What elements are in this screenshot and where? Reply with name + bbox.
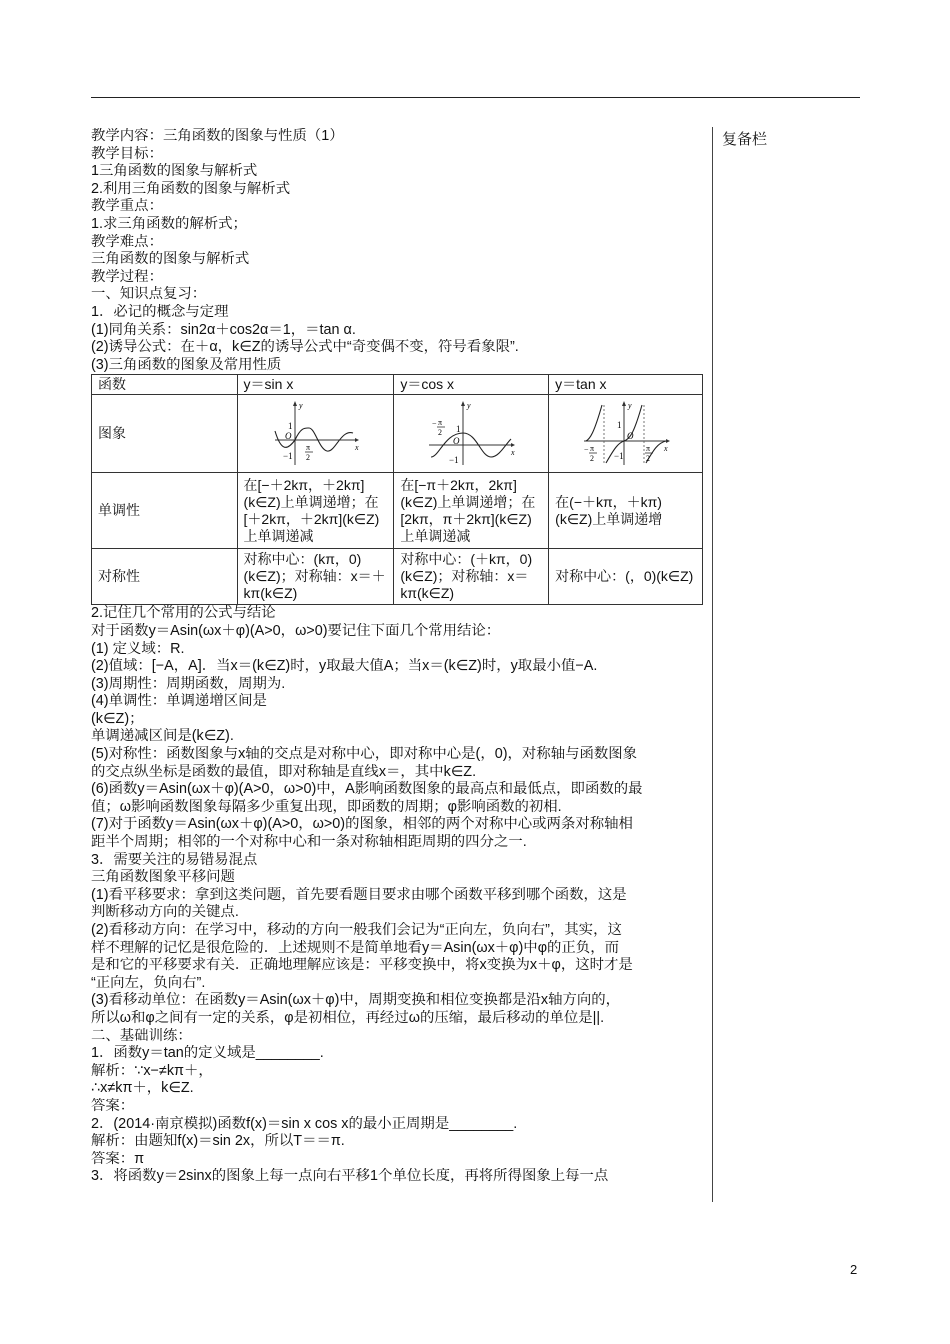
tan-origin-label: O: [626, 430, 634, 441]
header-cos: y＝cos x: [394, 375, 549, 395]
text-line: 教学目标：: [91, 145, 163, 162]
tan-tick-num-right: π: [645, 443, 650, 453]
symmetry-label: 对称性: [92, 549, 238, 605]
sin-tick-num: π: [306, 442, 311, 452]
graph-label: 图象: [92, 395, 238, 473]
text-line: (2)看移动方向：在学习中，移动的方向一般我们会记为“正向左，负向右”，其实，这: [91, 922, 622, 938]
text-line: 答案：: [91, 1097, 135, 1114]
cos-one-label: 1: [456, 423, 461, 434]
text-line: 教学难点：: [91, 233, 163, 250]
sin-origin-label: O: [285, 430, 292, 441]
cos-graph: [425, 399, 517, 469]
text-line: 三角函数图象平移问题: [91, 869, 235, 886]
text-line: 所以ω和φ之间有一定的关系，φ是初相位，再经过ω的压缩，最后移动的单位是||.: [91, 1009, 605, 1026]
text-line: 判断移动方向的关键点.: [91, 904, 239, 921]
tan-one-label: 1: [616, 419, 622, 430]
sin-tick-den: 2: [306, 452, 311, 462]
text-line: 的交点纵坐标是函数的最值，即对称轴是直线x＝，其中k∈Z.: [91, 763, 477, 780]
tan-monotonicity: 在(−＋kπ，＋kπ)(k∈Z)上单调递增: [549, 473, 703, 549]
text-line: 1三角函数的图象与解析式: [91, 163, 258, 180]
text-line: (3)三角函数的图象及常用性质: [91, 356, 282, 373]
text-line: 2.记住几个常用的公式与结论: [91, 605, 276, 622]
tan-tick-neg: −: [583, 444, 589, 454]
cos-neg-one-label: −1: [449, 454, 459, 465]
intro-section: [91, 128, 705, 374]
sin-symmetry: 对称中心：(kπ，0)(k∈Z)；对称轴：x＝＋kπ(k∈Z): [237, 549, 394, 605]
text-line: 值；ω影响函数图象每隔多少重复出现，即函数的周期；φ影响函数的初相.: [91, 798, 562, 815]
text-line: (5)对称性：函数图象与x轴的交点是对称中心，即对称中心是(，0)，对称轴与函数图象: [91, 746, 638, 763]
text-line: (4)单调性：单调递增区间是: [91, 693, 267, 710]
text-line: 答案：π: [91, 1150, 145, 1167]
cos-x-label: x: [511, 447, 515, 457]
text-line: 1.求三角函数的解析式；: [91, 215, 247, 232]
tan-tick-den-left: 2: [589, 453, 594, 463]
cos-tick-neg: −: [432, 418, 437, 428]
text-line: 对于函数y＝Asin(ωx＋φ)(A>0，ω>0)要记住下面几个常用结论：: [91, 622, 501, 639]
tan-graph-cell: [549, 395, 703, 473]
header-tan: y＝tan x: [549, 375, 703, 395]
text-line: 3．需要关注的易错易混点: [91, 851, 258, 868]
text-line: 解析：∵x−≠kπ＋，: [91, 1062, 213, 1079]
text-line: (3)周期性：周期函数，周期为.: [91, 675, 286, 692]
text-line: 教学过程：: [91, 268, 163, 285]
trig-properties-table: [91, 374, 703, 605]
page-number: 2: [850, 1262, 858, 1277]
text-line: 教学重点：: [91, 198, 163, 215]
text-line: 样不理解的记忆是很危险的．上述规则不是简单地看y＝Asin(ωx＋φ)中φ的正负，而: [91, 939, 619, 956]
text-line: 单调递减区间是(k∈Z).: [91, 728, 234, 745]
header-sin: y＝sin x: [237, 375, 394, 395]
cos-origin-label: O: [453, 435, 460, 446]
symmetry-row: [92, 549, 703, 605]
tan-graph: [580, 399, 672, 469]
text-line: 1．必记的概念与定理: [91, 303, 229, 320]
cos-tick-den: 2: [438, 427, 443, 437]
text-line: 3．将函数y＝2sinx的图象上每一点向右平移1个单位长度，再将所得图象上每一点: [91, 1168, 609, 1185]
text-line: 1．函数y＝tan的定义域是________.: [91, 1045, 324, 1062]
tan-neg-one-label: −1: [613, 450, 624, 461]
tan-symmetry: 对称中心：(，0)(k∈Z): [549, 549, 703, 605]
sin-x-label: x: [355, 442, 359, 452]
tan-tick-num-left: π: [589, 443, 594, 453]
text-line: 一、知识点复习：: [91, 286, 207, 303]
text-line: 2．(2014·南京模拟)函数f(x)＝sin x cos x的最小正周期是________.: [91, 1115, 518, 1132]
text-line: (3)看移动单位：在函数y＝Asin(ωx＋φ)中，周期变换和相位变换都是沿x轴方向的，: [91, 992, 621, 1009]
sin-one-label: 1: [288, 420, 293, 431]
text-line: (2)诱导公式：在＋α，k∈Z的诱导公式中“奇变偶不变，符号看象限”.: [91, 339, 519, 356]
header-function: 函数: [92, 375, 238, 395]
tan-y-label: y: [627, 400, 632, 410]
text-line: 解析：由题知f(x)＝sin 2x，所以T＝＝π.: [91, 1133, 345, 1150]
sin-y-label: y: [299, 400, 303, 410]
tan-x-label: x: [663, 443, 668, 453]
cos-monotonicity: 在[−π＋2kπ，2kπ](k∈Z)上单调递增；在[2kπ，π＋2kπ](k∈Z)上单调递减: [394, 473, 549, 549]
side-column-title: 复备栏: [722, 131, 768, 148]
text-line: 是和它的平移要求有关．正确地理解应该是：平移变换中，将x变换为x＋φ，这时才是: [91, 957, 633, 974]
text-line: (2)值域：[−A，A]．当x＝(k∈Z)时，y取最大值A；当x＝(k∈Z)时，y取最小值−A.: [91, 658, 598, 675]
text-line: 二、基础训练：: [91, 1027, 192, 1044]
column-divider: [712, 127, 713, 1202]
text-line: (1)同角关系：sin2α＋cos2α＝1，＝tan α.: [91, 321, 356, 338]
tan-tick-den-right: 2: [645, 453, 650, 463]
text-line: (6)函数y＝Asin(ωx＋φ)(A>0，ω>0)中，A影响函数图象的最高点和最低点，即函数的最: [91, 781, 643, 798]
sin-monotonicity: 在[−＋2kπ，＋2kπ](k∈Z)上单调递增；在[＋2kπ，＋2kπ](k∈Z)上单调递减: [237, 473, 394, 549]
cos-graph-cell: [394, 395, 549, 473]
text-line: 2.利用三角函数的图象与解析式: [91, 180, 291, 197]
main-content: [91, 128, 705, 1186]
text-line: “正向左，负向右”.: [91, 974, 206, 991]
monotonicity-row: [92, 473, 703, 549]
table-header-row: [92, 375, 703, 395]
text-line: (1)看平移要求：拿到这类问题，首先要看题目要求由哪个函数平移到哪个函数，这是: [91, 886, 627, 903]
sin-graph-cell: [237, 395, 394, 473]
text-line: ∴x≠kπ＋，k∈Z.: [91, 1080, 194, 1097]
text-line: (7)对于函数y＝Asin(ωx＋φ)(A>0，ω>0)的图象，相邻的两个对称中心或两条对称轴相: [91, 816, 633, 833]
body-section: [91, 605, 705, 1186]
sin-neg-one-label: −1: [283, 450, 294, 461]
text-line: 三角函数的图象与解析式: [91, 251, 250, 268]
cos-y-label: y: [467, 400, 471, 410]
header-rule: [91, 97, 860, 98]
graph-row: [92, 395, 703, 473]
cos-tick-num: π: [438, 417, 443, 427]
text-line: (1) 定义域：R.: [91, 640, 185, 657]
monotonicity-label: 单调性: [92, 473, 238, 549]
text-line: 教学内容：三角函数的图象与性质（1）: [91, 128, 344, 144]
cos-symmetry: 对称中心：(＋kπ，0)(k∈Z)；对称轴：x＝kπ(k∈Z): [394, 549, 549, 605]
text-line: (k∈Z)；: [91, 710, 144, 727]
sin-graph: [269, 399, 361, 469]
text-line: 距半个周期；相邻的一个对称中心和一条对称轴相距周期的四分之一.: [91, 834, 527, 851]
